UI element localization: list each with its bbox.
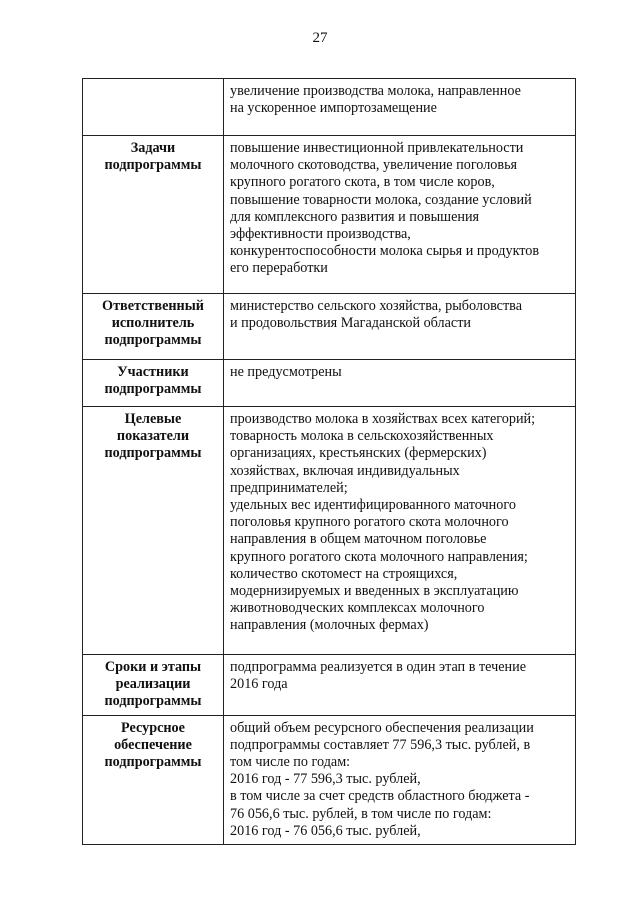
text-line: в том числе за счет средств областного бюджета - [230, 788, 530, 805]
table-row-terms-and-stages [83, 655, 576, 716]
text-line: крупного рогатого скота, в том числе коров, [230, 174, 495, 191]
table-row-participants [83, 360, 576, 407]
page-number: 27 [312, 30, 328, 46]
text-line: повышение инвестиционной привлекательности [230, 140, 524, 156]
text-line: общий объем ресурсного обеспечения реализации [230, 719, 534, 736]
text-line: не предусмотрены [230, 364, 342, 380]
text-line: его переработки [230, 260, 328, 277]
text-line: модернизируемых и введенных в эксплуатацию [230, 583, 519, 600]
row-label: Ответственный исполнитель подпрограммы [83, 294, 224, 360]
text-line: повышение товарности молока, создание условий [230, 191, 532, 208]
text-line: количество скотомест на строящихся, [230, 565, 458, 582]
row-value [224, 360, 576, 407]
text-line: направления в общем маточном поголовье [230, 531, 487, 548]
row-value [224, 407, 576, 655]
row-label: Целевые показатели подпрограммы [83, 407, 224, 655]
table-row-responsible-executor [83, 294, 576, 360]
table-row-goal-continuation [83, 79, 576, 136]
text-line: подпрограмма реализуется в один этап в течение [230, 659, 526, 675]
row-value [224, 136, 576, 294]
table-row-tasks [83, 136, 576, 294]
row-value [224, 79, 576, 136]
table-row-resource-provision [83, 715, 576, 844]
text-line: крупного рогатого скота молочного направления; [230, 548, 528, 565]
row-value [224, 715, 576, 844]
text-line: удельных вес идентифицированного маточного [230, 497, 516, 514]
text-line: молочного скотоводства, увеличение поголовья [230, 157, 518, 174]
text-line: конкурентоспособности молока сырья и продуктов [230, 243, 540, 260]
text-line: животноводческих комплексах молочного [230, 600, 485, 617]
text-line: подпрограммы составляет 77 596,3 тыс. рублей, в [230, 736, 531, 753]
text-line: и продовольствия Магаданской области [230, 315, 472, 332]
row-label: Участники подпрограммы [83, 360, 224, 407]
text-line: производство молока в хозяйствах всех категорий; [230, 411, 536, 427]
text-line: хозяйствах, включая индивидуальных [230, 462, 460, 479]
row-label: Ресурсное обеспечение подпрограммы [83, 715, 224, 844]
text-line: организациях, крестьянских (фермерских) [230, 445, 487, 462]
text-line: направления (молочных фермах) [230, 617, 429, 634]
text-line: 2016 год - 77 596,3 тыс. рублей, [230, 771, 421, 788]
row-value [224, 655, 576, 716]
row-label [83, 79, 224, 136]
text-line: увеличение производства молока, направленное [230, 83, 521, 99]
text-line: 2016 год - 76 056,6 тыс. рублей, [230, 822, 421, 839]
subprogram-passport-table [82, 78, 576, 845]
row-value [224, 294, 576, 360]
text-line: министерство сельского хозяйства, рыболовства [230, 298, 522, 314]
row-label: Задачи подпрограммы [83, 136, 224, 294]
text-line: предпринимателей; [230, 479, 348, 496]
text-line: 76 056,6 тыс. рублей, в том числе по годам: [230, 805, 492, 822]
text-line: для комплексного развития и повышения [230, 208, 480, 225]
row-label: Сроки и этапы реализации подпрограммы [83, 655, 224, 716]
text-line: поголовья крупного рогатого скота молочного [230, 514, 509, 531]
table-row-target-indicators [83, 407, 576, 655]
text-line: товарность молока в сельскохозяйственных [230, 428, 494, 445]
text-line: на ускоренное импортозамещение [230, 100, 437, 117]
text-line: 2016 года [230, 676, 288, 693]
text-line: эффективности производства, [230, 226, 411, 243]
text-line: том числе по годам: [230, 754, 351, 771]
